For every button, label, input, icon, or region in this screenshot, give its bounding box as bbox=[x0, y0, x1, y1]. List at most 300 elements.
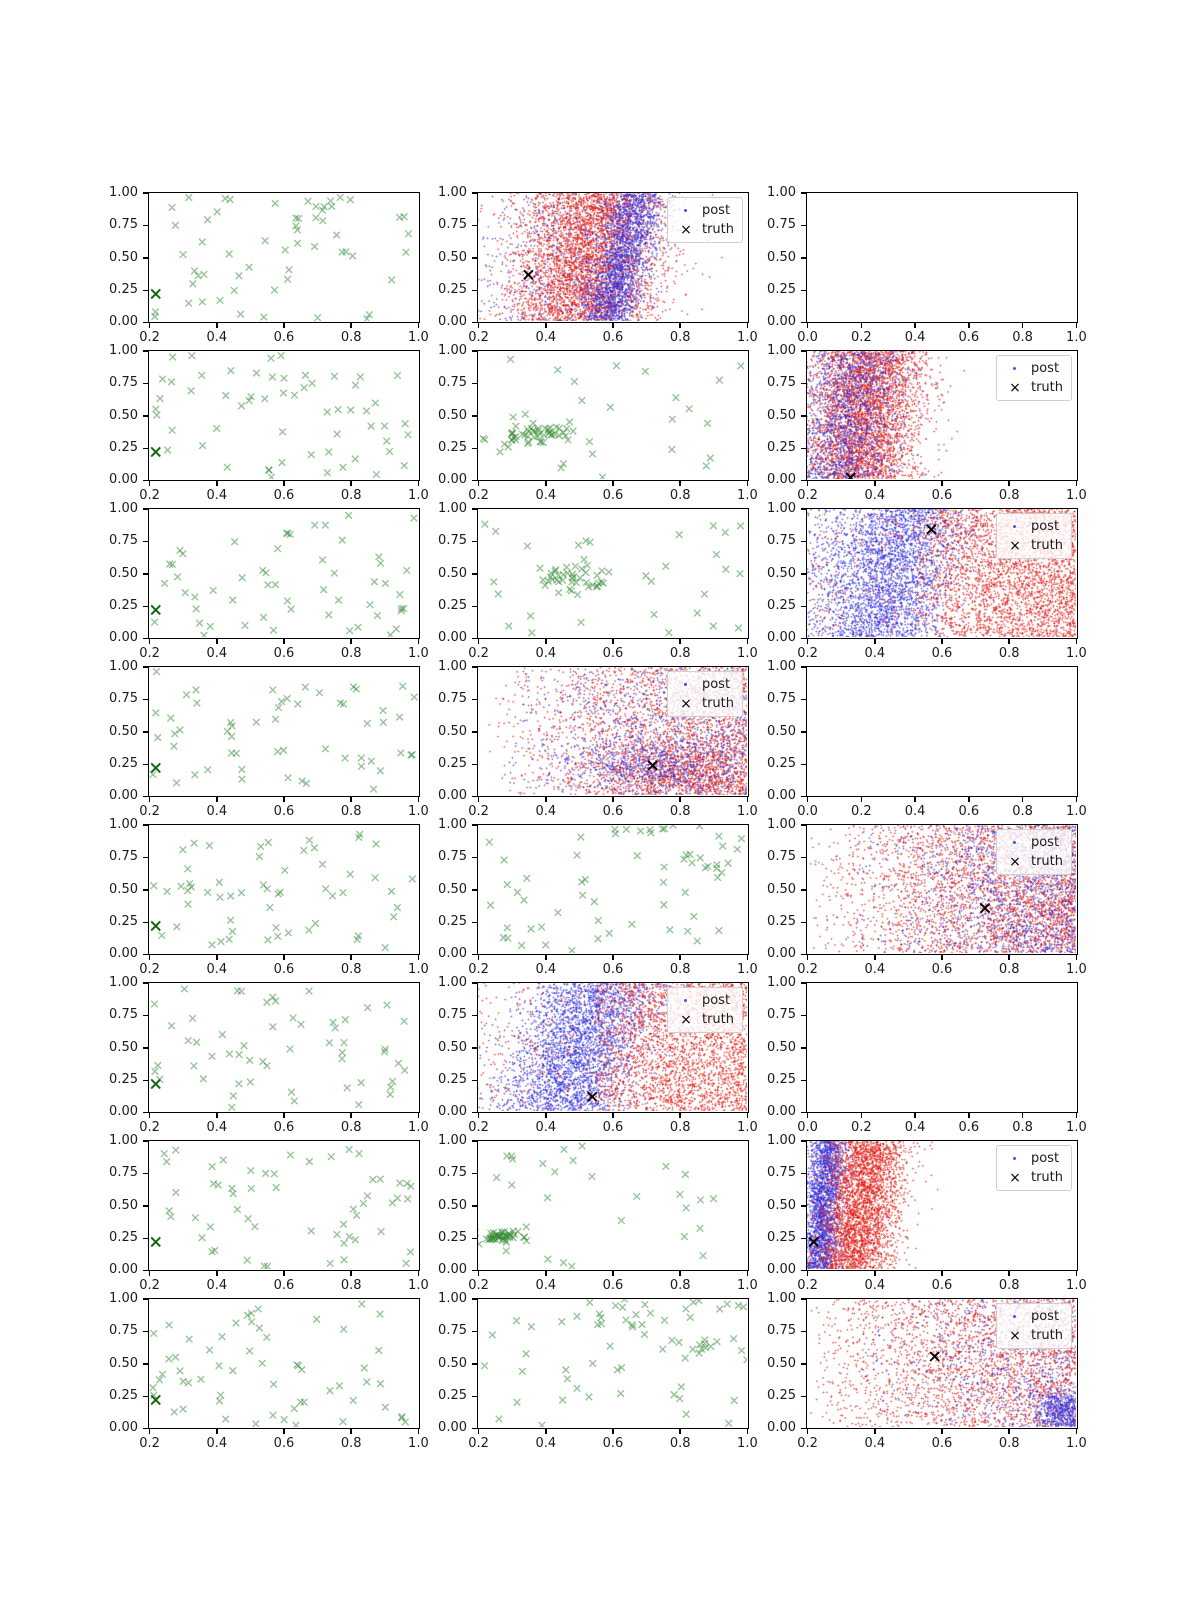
x-tick-label: 0.4 bbox=[864, 962, 886, 977]
x-tick-label: 0.2 bbox=[139, 1436, 160, 1451]
tick-mark bbox=[472, 508, 477, 510]
tick-mark bbox=[1022, 1113, 1024, 1118]
x-tick-label: 0.6 bbox=[273, 962, 295, 977]
truth-marker-icon bbox=[999, 381, 1031, 395]
x-tick-label: 0.8 bbox=[669, 1120, 691, 1135]
x-tick-label: 0.2 bbox=[851, 1120, 872, 1135]
x-tick-label: 0.2 bbox=[797, 488, 818, 503]
tick-mark bbox=[143, 1331, 148, 1333]
tick-mark bbox=[143, 1140, 148, 1142]
tick-mark bbox=[801, 982, 806, 984]
legend-label-truth: truth bbox=[1030, 380, 1063, 395]
tick-mark bbox=[914, 323, 916, 328]
tick-mark bbox=[143, 257, 148, 259]
x-tick-label: 0.8 bbox=[669, 804, 691, 819]
legend-label-post: post bbox=[1030, 519, 1060, 534]
y-tick-label: 0.75 bbox=[109, 849, 138, 865]
tick-mark bbox=[941, 1271, 943, 1276]
legend-label-truth: truth bbox=[701, 1012, 734, 1027]
tick-mark bbox=[472, 638, 477, 640]
tick-mark bbox=[679, 323, 681, 328]
y-tick-label: 0.75 bbox=[767, 217, 796, 233]
x-tick-label: 0.8 bbox=[340, 1278, 362, 1293]
tick-mark bbox=[478, 481, 480, 486]
x-tick-label: 0.2 bbox=[139, 962, 160, 977]
x-tick-label: 0.6 bbox=[602, 488, 624, 503]
tick-mark bbox=[874, 481, 876, 486]
tick-mark bbox=[143, 1363, 148, 1365]
scatter-canvas bbox=[478, 1141, 747, 1269]
y-tick-label: 0.50 bbox=[767, 407, 796, 423]
post-marker-icon bbox=[999, 525, 1031, 528]
legend-item-post bbox=[670, 201, 734, 220]
tick-mark bbox=[472, 448, 477, 450]
x-tick-label: 0.2 bbox=[468, 1436, 489, 1451]
y-tick-label: 0.25 bbox=[767, 440, 796, 456]
y-tick-label: 0.00 bbox=[109, 314, 138, 330]
tick-mark bbox=[472, 415, 477, 417]
tick-mark bbox=[801, 1396, 806, 1398]
x-tick-label: 1.0 bbox=[1066, 1436, 1087, 1451]
tick-mark bbox=[216, 1271, 218, 1276]
tick-mark bbox=[472, 857, 477, 859]
subplot-r4c1 bbox=[148, 666, 420, 797]
legend bbox=[996, 355, 1072, 401]
x-tick-label: 0.4 bbox=[206, 1436, 228, 1451]
legend-label-post: post bbox=[701, 993, 731, 1008]
x-tick-label: 1.0 bbox=[408, 1120, 429, 1135]
y-tick-label: 0.50 bbox=[438, 1039, 467, 1055]
tick-mark bbox=[472, 922, 477, 924]
x-tick-label: 0.4 bbox=[535, 1278, 557, 1293]
tick-mark bbox=[874, 955, 876, 960]
legend-label-truth: truth bbox=[701, 222, 734, 237]
tick-mark bbox=[801, 257, 806, 259]
tick-mark bbox=[283, 1113, 285, 1118]
tick-mark bbox=[472, 1047, 477, 1049]
legend-item-truth bbox=[670, 694, 734, 713]
y-tick-label: 1.00 bbox=[109, 659, 138, 674]
post-marker-icon bbox=[670, 999, 702, 1002]
x-glyph-icon: × bbox=[1009, 853, 1021, 870]
tick-mark bbox=[143, 1112, 148, 1114]
legend-label-truth: truth bbox=[701, 696, 734, 711]
tick-mark bbox=[807, 1271, 809, 1276]
legend bbox=[996, 829, 1072, 875]
x-tick-label: 1.0 bbox=[408, 1436, 429, 1451]
y-tick-label: 0.25 bbox=[767, 914, 796, 930]
scatter-canvas bbox=[149, 825, 418, 953]
tick-mark bbox=[1076, 323, 1078, 328]
tick-mark bbox=[216, 481, 218, 486]
y-tick-label: 1.00 bbox=[438, 501, 467, 516]
x-tick-label: 0.4 bbox=[535, 330, 557, 345]
post-marker-icon bbox=[999, 367, 1031, 370]
x-tick-label: 0.2 bbox=[468, 1278, 489, 1293]
tick-mark bbox=[143, 1298, 148, 1300]
x-tick-label: 0.6 bbox=[602, 1120, 624, 1135]
tick-mark bbox=[143, 666, 148, 668]
y-tick-label: 0.75 bbox=[438, 691, 467, 707]
legend-item-post bbox=[670, 991, 734, 1010]
x-tick-label: 0.2 bbox=[797, 962, 818, 977]
x-tick-label: 0.6 bbox=[273, 1278, 295, 1293]
tick-mark bbox=[149, 1429, 151, 1434]
subplot-r6c3 bbox=[806, 982, 1078, 1113]
x-tick-label: 0.0 bbox=[797, 1120, 818, 1135]
tick-mark bbox=[143, 322, 148, 324]
y-tick-label: 0.00 bbox=[109, 788, 138, 804]
y-tick-label: 0.00 bbox=[438, 314, 467, 330]
y-tick-label: 0.50 bbox=[767, 249, 796, 265]
truth-marker-icon bbox=[670, 223, 702, 237]
post-marker-icon bbox=[999, 1157, 1031, 1160]
y-tick-label: 0.50 bbox=[438, 1355, 467, 1371]
tick-mark bbox=[801, 1047, 806, 1049]
x-tick-label: 0.4 bbox=[206, 330, 228, 345]
scatter-canvas bbox=[807, 983, 1076, 1111]
tick-mark bbox=[968, 797, 970, 802]
tick-mark bbox=[801, 857, 806, 859]
y-tick-label: 0.75 bbox=[438, 1165, 467, 1181]
x-tick-label: 0.8 bbox=[340, 1436, 362, 1451]
tick-mark bbox=[283, 639, 285, 644]
tick-mark bbox=[472, 606, 477, 608]
tick-mark bbox=[472, 192, 477, 194]
tick-mark bbox=[143, 796, 148, 798]
tick-mark bbox=[801, 796, 806, 798]
x-tick-label: 0.8 bbox=[669, 488, 691, 503]
y-tick-label: 0.75 bbox=[438, 849, 467, 865]
x-tick-label: 0.6 bbox=[931, 1436, 953, 1451]
x-tick-label: 1.0 bbox=[408, 488, 429, 503]
tick-mark bbox=[350, 1271, 352, 1276]
x-tick-label: 0.6 bbox=[931, 1278, 953, 1293]
legend bbox=[996, 1303, 1072, 1349]
x-tick-label: 0.8 bbox=[340, 488, 362, 503]
y-tick-label: 0.25 bbox=[109, 756, 138, 772]
scatter-canvas bbox=[149, 509, 418, 637]
tick-mark bbox=[801, 1238, 806, 1240]
x-tick-label: 0.4 bbox=[535, 962, 557, 977]
subplot-r2c3 bbox=[806, 350, 1078, 481]
tick-mark bbox=[350, 1429, 352, 1434]
subplot-r7c3 bbox=[806, 1140, 1078, 1271]
tick-mark bbox=[283, 481, 285, 486]
tick-mark bbox=[801, 508, 806, 510]
x-tick-label: 1.0 bbox=[408, 646, 429, 661]
x-tick-label: 0.8 bbox=[340, 804, 362, 819]
truth-marker-icon bbox=[999, 539, 1031, 553]
y-tick-label: 0.50 bbox=[109, 1355, 138, 1371]
subplot-r8c2 bbox=[477, 1298, 749, 1429]
legend-label-post: post bbox=[1030, 1151, 1060, 1166]
tick-mark bbox=[807, 1429, 809, 1434]
x-tick-label: 0.8 bbox=[998, 1278, 1020, 1293]
tick-mark bbox=[149, 323, 151, 328]
tick-mark bbox=[472, 257, 477, 259]
y-tick-label: 0.00 bbox=[109, 1420, 138, 1436]
subplot-r8c3 bbox=[806, 1298, 1078, 1429]
x-tick-label: 0.2 bbox=[851, 330, 872, 345]
tick-mark bbox=[216, 639, 218, 644]
x-tick-label: 0.8 bbox=[669, 330, 691, 345]
tick-mark bbox=[1076, 955, 1078, 960]
tick-mark bbox=[801, 1080, 806, 1082]
x-tick-label: 0.2 bbox=[468, 646, 489, 661]
tick-mark bbox=[216, 955, 218, 960]
y-tick-label: 1.00 bbox=[438, 975, 467, 990]
y-tick-label: 0.75 bbox=[438, 1007, 467, 1023]
subplot-r2c1 bbox=[148, 350, 420, 481]
tick-mark bbox=[679, 639, 681, 644]
tick-mark bbox=[283, 323, 285, 328]
legend-label-post: post bbox=[701, 677, 731, 692]
legend-item-post bbox=[999, 833, 1063, 852]
tick-mark bbox=[149, 1271, 151, 1276]
tick-mark bbox=[149, 797, 151, 802]
y-tick-label: 0.25 bbox=[767, 1388, 796, 1404]
tick-mark bbox=[143, 857, 148, 859]
tick-mark bbox=[283, 955, 285, 960]
x-tick-label: 0.4 bbox=[206, 488, 228, 503]
x-tick-label: 1.0 bbox=[1066, 1278, 1087, 1293]
x-tick-label: 0.2 bbox=[468, 1120, 489, 1135]
y-tick-label: 0.25 bbox=[767, 598, 796, 614]
x-tick-label: 0.8 bbox=[1012, 1120, 1033, 1135]
x-tick-label: 0.8 bbox=[669, 962, 691, 977]
y-tick-label: 0.50 bbox=[438, 881, 467, 897]
legend-item-post bbox=[999, 517, 1063, 536]
x-tick-label: 0.2 bbox=[797, 1436, 818, 1451]
y-tick-label: 0.00 bbox=[767, 1104, 796, 1120]
y-tick-label: 0.25 bbox=[438, 756, 467, 772]
x-tick-label: 0.4 bbox=[535, 1436, 557, 1451]
x-tick-label: 0.8 bbox=[669, 646, 691, 661]
y-tick-label: 0.50 bbox=[438, 723, 467, 739]
tick-mark bbox=[807, 323, 809, 328]
tick-mark bbox=[801, 1112, 806, 1114]
tick-mark bbox=[478, 1429, 480, 1434]
x-tick-label: 0.6 bbox=[958, 804, 980, 819]
tick-mark bbox=[472, 1238, 477, 1240]
scatter-canvas bbox=[149, 983, 418, 1111]
tick-mark bbox=[874, 639, 876, 644]
legend-item-truth bbox=[670, 1010, 734, 1029]
x-tick-label: 0.6 bbox=[931, 962, 953, 977]
tick-mark bbox=[801, 606, 806, 608]
scatter-canvas bbox=[478, 1299, 747, 1427]
subplot-r1c1 bbox=[148, 192, 420, 323]
y-tick-label: 0.75 bbox=[767, 691, 796, 707]
x-tick-label: 0.6 bbox=[958, 1120, 980, 1135]
x-tick-label: 0.8 bbox=[340, 646, 362, 661]
subplot-r2c2 bbox=[477, 350, 749, 481]
post-dot-icon bbox=[1013, 841, 1016, 844]
subplot-r1c2 bbox=[477, 192, 749, 323]
legend-label-post: post bbox=[1030, 361, 1060, 376]
tick-mark bbox=[143, 480, 148, 482]
y-tick-label: 0.00 bbox=[438, 1104, 467, 1120]
y-tick-label: 0.75 bbox=[767, 1007, 796, 1023]
legend-label-truth: truth bbox=[1030, 538, 1063, 553]
y-tick-label: 0.25 bbox=[438, 914, 467, 930]
scatter-canvas bbox=[807, 667, 1076, 795]
tick-mark bbox=[350, 323, 352, 328]
tick-mark bbox=[472, 764, 477, 766]
x-tick-label: 0.6 bbox=[273, 330, 295, 345]
tick-mark bbox=[472, 1363, 477, 1365]
tick-mark bbox=[143, 982, 148, 984]
x-tick-label: 0.6 bbox=[273, 646, 295, 661]
x-tick-label: 1.0 bbox=[737, 804, 758, 819]
x-glyph-icon: × bbox=[1009, 537, 1021, 554]
legend bbox=[667, 987, 743, 1033]
x-tick-label: 0.4 bbox=[535, 1120, 557, 1135]
tick-mark bbox=[801, 889, 806, 891]
tick-mark bbox=[216, 323, 218, 328]
tick-mark bbox=[143, 508, 148, 510]
tick-mark bbox=[801, 1205, 806, 1207]
y-tick-label: 1.00 bbox=[767, 185, 796, 200]
tick-mark bbox=[968, 323, 970, 328]
tick-mark bbox=[941, 639, 943, 644]
tick-mark bbox=[801, 415, 806, 417]
tick-mark bbox=[149, 1113, 151, 1118]
x-tick-label: 0.4 bbox=[535, 646, 557, 661]
y-tick-label: 0.00 bbox=[438, 946, 467, 962]
y-tick-label: 0.75 bbox=[438, 217, 467, 233]
legend bbox=[667, 197, 743, 243]
tick-mark bbox=[1076, 481, 1078, 486]
subplot-r6c1 bbox=[148, 982, 420, 1113]
tick-mark bbox=[612, 481, 614, 486]
x-tick-label: 1.0 bbox=[737, 962, 758, 977]
y-tick-label: 1.00 bbox=[109, 1291, 138, 1306]
y-tick-label: 1.00 bbox=[438, 343, 467, 358]
tick-mark bbox=[545, 1271, 547, 1276]
x-tick-label: 0.6 bbox=[931, 488, 953, 503]
tick-mark bbox=[941, 955, 943, 960]
x-tick-label: 0.8 bbox=[669, 1436, 691, 1451]
post-dot-icon bbox=[684, 209, 687, 212]
x-tick-label: 1.0 bbox=[737, 330, 758, 345]
tick-mark bbox=[1076, 1113, 1078, 1118]
legend-label-post: post bbox=[1030, 835, 1060, 850]
tick-mark bbox=[216, 1429, 218, 1434]
subplot-r5c3 bbox=[806, 824, 1078, 955]
tick-mark bbox=[679, 1271, 681, 1276]
y-tick-label: 1.00 bbox=[438, 1291, 467, 1306]
x-glyph-icon: × bbox=[680, 1011, 692, 1028]
tick-mark bbox=[861, 323, 863, 328]
x-tick-label: 0.8 bbox=[669, 1278, 691, 1293]
x-glyph-icon: × bbox=[1009, 1169, 1021, 1186]
x-tick-label: 0.6 bbox=[273, 1436, 295, 1451]
tick-mark bbox=[1076, 639, 1078, 644]
x-tick-label: 0.6 bbox=[931, 646, 953, 661]
tick-mark bbox=[1076, 1271, 1078, 1276]
y-tick-label: 0.50 bbox=[109, 1197, 138, 1213]
x-tick-label: 0.8 bbox=[1012, 330, 1033, 345]
legend-label-truth: truth bbox=[1030, 1328, 1063, 1343]
scatter-canvas bbox=[149, 1141, 418, 1269]
post-dot-icon bbox=[1013, 525, 1016, 528]
x-tick-label: 0.6 bbox=[602, 804, 624, 819]
y-tick-label: 0.50 bbox=[767, 1355, 796, 1371]
tick-mark bbox=[149, 481, 151, 486]
y-tick-label: 0.00 bbox=[767, 1420, 796, 1436]
tick-mark bbox=[143, 541, 148, 543]
y-tick-label: 0.75 bbox=[109, 375, 138, 391]
tick-mark bbox=[679, 797, 681, 802]
tick-mark bbox=[861, 1113, 863, 1118]
x-tick-label: 0.2 bbox=[139, 804, 160, 819]
y-tick-label: 0.00 bbox=[109, 946, 138, 962]
tick-mark bbox=[801, 1173, 806, 1175]
y-tick-label: 1.00 bbox=[767, 1133, 796, 1148]
x-tick-label: 0.8 bbox=[998, 488, 1020, 503]
tick-mark bbox=[143, 824, 148, 826]
tick-mark bbox=[801, 1015, 806, 1017]
subplot-r3c2 bbox=[477, 508, 749, 639]
tick-mark bbox=[143, 1047, 148, 1049]
truth-marker-icon bbox=[670, 1013, 702, 1027]
tick-mark bbox=[679, 955, 681, 960]
tick-mark bbox=[807, 481, 809, 486]
subplot-r3c1 bbox=[148, 508, 420, 639]
tick-mark bbox=[801, 448, 806, 450]
tick-mark bbox=[1022, 797, 1024, 802]
tick-mark bbox=[350, 797, 352, 802]
y-tick-label: 1.00 bbox=[767, 975, 796, 990]
tick-mark bbox=[612, 1429, 614, 1434]
tick-mark bbox=[612, 323, 614, 328]
subplot-r3c3 bbox=[806, 508, 1078, 639]
tick-mark bbox=[283, 797, 285, 802]
x-tick-label: 1.0 bbox=[408, 804, 429, 819]
y-tick-label: 0.25 bbox=[438, 598, 467, 614]
y-tick-label: 0.25 bbox=[109, 1072, 138, 1088]
tick-mark bbox=[143, 954, 148, 956]
x-tick-label: 1.0 bbox=[1066, 488, 1087, 503]
tick-mark bbox=[143, 383, 148, 385]
y-tick-label: 0.25 bbox=[109, 440, 138, 456]
x-tick-label: 1.0 bbox=[737, 646, 758, 661]
x-tick-label: 0.6 bbox=[602, 1278, 624, 1293]
tick-mark bbox=[143, 1015, 148, 1017]
tick-mark bbox=[801, 666, 806, 668]
y-tick-label: 0.25 bbox=[109, 1230, 138, 1246]
x-tick-label: 0.6 bbox=[602, 962, 624, 977]
tick-mark bbox=[472, 383, 477, 385]
y-tick-label: 0.00 bbox=[438, 630, 467, 646]
tick-mark bbox=[143, 1270, 148, 1272]
y-tick-label: 0.75 bbox=[109, 691, 138, 707]
truth-marker-icon bbox=[999, 1171, 1031, 1185]
y-tick-label: 1.00 bbox=[109, 343, 138, 358]
tick-mark bbox=[283, 1429, 285, 1434]
y-tick-label: 0.00 bbox=[767, 788, 796, 804]
y-tick-label: 0.25 bbox=[438, 1072, 467, 1088]
y-tick-label: 0.25 bbox=[109, 1388, 138, 1404]
tick-mark bbox=[545, 323, 547, 328]
x-tick-label: 0.4 bbox=[535, 804, 557, 819]
tick-mark bbox=[472, 1270, 477, 1272]
y-tick-label: 0.50 bbox=[109, 407, 138, 423]
x-tick-label: 0.2 bbox=[139, 1120, 160, 1135]
tick-mark bbox=[350, 639, 352, 644]
